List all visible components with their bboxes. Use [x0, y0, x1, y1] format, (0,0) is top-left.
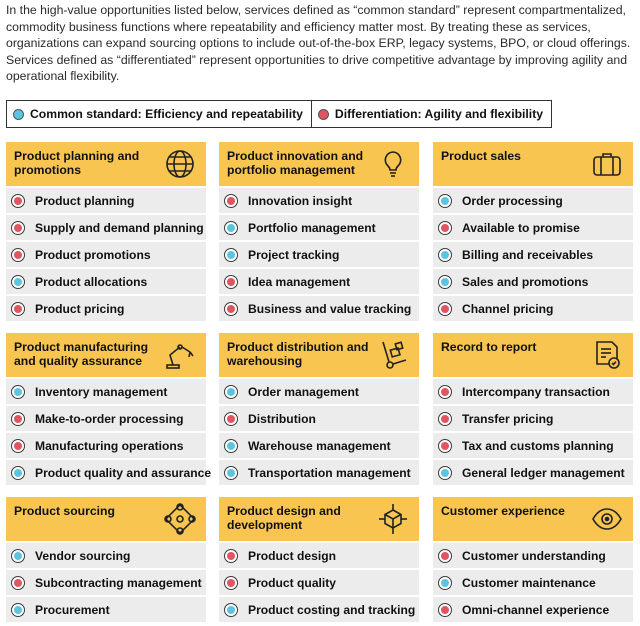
- item-label: Make-to-order processing: [35, 411, 184, 426]
- service-card: [219, 497, 419, 622]
- list-item: [433, 458, 633, 485]
- list-item: [219, 213, 419, 240]
- item-label: Order management: [248, 384, 359, 399]
- common-dot-icon: [11, 603, 25, 617]
- service-card: [219, 333, 419, 485]
- legend-common-label: Common standard: Efficiency and repeatability: [30, 107, 303, 121]
- item-label: Idea management: [248, 274, 351, 289]
- list-item: [6, 213, 206, 240]
- list-item: [6, 240, 206, 267]
- network-icon: [164, 503, 196, 535]
- differentiation-dot-icon: [224, 194, 238, 208]
- item-label: Product quality and assurance: [35, 465, 212, 480]
- item-label: Subcontracting management: [35, 575, 202, 590]
- item-label: Warehouse management: [248, 438, 391, 453]
- item-label: Supply and demand planning: [35, 220, 204, 235]
- list-item: [433, 595, 633, 622]
- card-header: [219, 142, 419, 186]
- differentiation-dot-icon: [224, 302, 238, 316]
- differentiation-dot-icon: [438, 439, 452, 453]
- item-label: Vendor sourcing: [35, 548, 131, 563]
- list-item: [219, 458, 419, 485]
- item-label: Product costing and tracking: [248, 602, 416, 617]
- list-item: [433, 213, 633, 240]
- item-label: Sales and promotions: [462, 274, 589, 289]
- differentiation-dot-icon: [11, 576, 25, 590]
- common-dot-icon: [13, 109, 24, 120]
- item-label: Available to promise: [462, 220, 580, 235]
- common-dot-icon: [438, 466, 452, 480]
- card-title: Product distribution and warehousing: [227, 340, 369, 368]
- item-label: Product pricing: [35, 301, 125, 316]
- common-dot-icon: [224, 439, 238, 453]
- item-label: Order processing: [462, 193, 563, 208]
- item-label: Product planning: [35, 193, 135, 208]
- item-label: Distribution: [248, 411, 316, 426]
- list-item: [433, 431, 633, 458]
- list-item: [6, 267, 206, 294]
- card-title: Product sourcing: [14, 504, 115, 518]
- list-item: [6, 431, 206, 458]
- card-title: Customer experience: [441, 504, 565, 518]
- service-card: [433, 333, 633, 485]
- list-item: [6, 377, 206, 404]
- differentiation-dot-icon: [11, 221, 25, 235]
- list-item: [219, 294, 419, 321]
- list-item: [6, 568, 206, 595]
- item-label: Product allocations: [35, 274, 148, 289]
- common-dot-icon: [11, 466, 25, 480]
- common-dot-icon: [438, 248, 452, 262]
- list-item: [6, 404, 206, 431]
- service-card: [433, 497, 633, 622]
- item-label: Transfer pricing: [462, 411, 554, 426]
- service-card: [6, 333, 212, 485]
- list-item: [6, 186, 206, 213]
- common-dot-icon: [11, 385, 25, 399]
- legend: [6, 100, 552, 128]
- list-item: [219, 431, 419, 458]
- service-card: [6, 497, 206, 622]
- item-label: Product quality: [248, 575, 337, 590]
- list-item: [219, 541, 419, 568]
- common-dot-icon: [224, 221, 238, 235]
- intro-paragraph: In the high-value opportunities listed below, services defined as “common standard” represent compartmentalized, commodity business functions where repeatability and efficiency matter most. By treating these as services, organizations can expand sourcing options to include out-of-the-box ERP, legacy systems, BPO, or cloud offerings. Services defined as “differentiated” represent opportunities to drive competitive advantage by improving agility and operational flexibility.: [6, 3, 631, 84]
- differentiation-dot-icon: [438, 385, 452, 399]
- differentiation-dot-icon: [11, 302, 25, 316]
- card-header: [6, 333, 206, 377]
- item-label: Product promotions: [35, 247, 151, 262]
- common-dot-icon: [224, 603, 238, 617]
- list-item: [219, 240, 419, 267]
- item-label: Channel pricing: [462, 301, 554, 316]
- card-header: [219, 497, 419, 541]
- card-title: Product sales: [441, 149, 521, 163]
- common-dot-icon: [224, 385, 238, 399]
- item-label: Intercompany transaction: [462, 384, 610, 399]
- list-item: [6, 458, 212, 485]
- common-dot-icon: [11, 275, 25, 289]
- list-item: [433, 186, 633, 213]
- card-title: Record to report: [441, 340, 537, 354]
- common-dot-icon: [224, 248, 238, 262]
- eye-icon: [591, 503, 623, 535]
- item-label: Manufacturing operations: [35, 438, 184, 453]
- hand-truck-icon: [377, 339, 409, 371]
- list-item: [433, 267, 633, 294]
- list-item: [219, 595, 419, 622]
- item-label: Billing and receivables: [462, 247, 594, 262]
- list-item: [219, 404, 419, 431]
- list-item: [6, 294, 206, 321]
- list-item: [433, 568, 633, 595]
- list-item: [219, 377, 419, 404]
- service-card: [6, 142, 206, 321]
- card-title: Product manufacturing and quality assurance: [14, 340, 149, 368]
- differentiation-dot-icon: [11, 248, 25, 262]
- differentiation-dot-icon: [438, 302, 452, 316]
- differentiation-dot-icon: [11, 194, 25, 208]
- legend-differentiation: [312, 100, 552, 128]
- item-label: Business and value tracking: [248, 301, 412, 316]
- card-header: [433, 333, 633, 377]
- list-item: [219, 568, 419, 595]
- item-label: Inventory management: [35, 384, 168, 399]
- differentiation-dot-icon: [11, 412, 25, 426]
- differentiation-dot-icon: [224, 412, 238, 426]
- item-label: Project tracking: [248, 247, 340, 262]
- cube-icon: [377, 503, 409, 535]
- list-item: [433, 377, 633, 404]
- common-dot-icon: [224, 466, 238, 480]
- differentiation-dot-icon: [224, 549, 238, 563]
- item-label: Portfolio management: [248, 220, 376, 235]
- item-label: Customer understanding: [462, 548, 606, 563]
- card-header: [433, 142, 633, 186]
- report-icon: [591, 339, 623, 371]
- item-label: Tax and customs planning: [462, 438, 614, 453]
- list-item: [433, 240, 633, 267]
- lightbulb-icon: [377, 148, 409, 180]
- service-card: [219, 142, 419, 321]
- list-item: [219, 186, 419, 213]
- item-label: Transportation management: [248, 465, 411, 480]
- item-label: Customer maintenance: [462, 575, 596, 590]
- differentiation-dot-icon: [438, 549, 452, 563]
- item-label: Procurement: [35, 602, 110, 617]
- differentiation-dot-icon: [224, 275, 238, 289]
- service-card: [433, 142, 633, 321]
- differentiation-dot-icon: [224, 576, 238, 590]
- card-title: Product planning and promotions: [14, 149, 140, 177]
- list-item: [433, 294, 633, 321]
- item-label: Product design: [248, 548, 337, 563]
- list-item: [433, 541, 633, 568]
- card-header: [6, 497, 206, 541]
- differentiation-dot-icon: [438, 603, 452, 617]
- differentiation-dot-icon: [438, 221, 452, 235]
- list-item: [219, 267, 419, 294]
- common-dot-icon: [438, 576, 452, 590]
- legend-differentiation-label: Differentiation: Agility and flexibility: [334, 107, 544, 121]
- common-dot-icon: [438, 275, 452, 289]
- briefcase-icon: [591, 148, 623, 180]
- differentiation-dot-icon: [318, 109, 329, 120]
- globe-icon: [164, 148, 196, 180]
- robot-arm-icon: [164, 339, 196, 371]
- card-header: [6, 142, 206, 186]
- card-title: Product design and development: [227, 504, 341, 532]
- differentiation-dot-icon: [438, 412, 452, 426]
- list-item: [433, 404, 633, 431]
- differentiation-dot-icon: [11, 439, 25, 453]
- card-header: [433, 497, 633, 541]
- card-title: Product innovation and portfolio management: [227, 149, 364, 177]
- item-label: General ledger management: [462, 465, 625, 480]
- common-dot-icon: [11, 549, 25, 563]
- common-dot-icon: [438, 194, 452, 208]
- item-label: Innovation insight: [248, 193, 353, 208]
- item-label: Omni-channel experience: [462, 602, 610, 617]
- list-item: [6, 595, 206, 622]
- legend-common: [6, 100, 312, 128]
- list-item: [6, 541, 206, 568]
- card-header: [219, 333, 419, 377]
